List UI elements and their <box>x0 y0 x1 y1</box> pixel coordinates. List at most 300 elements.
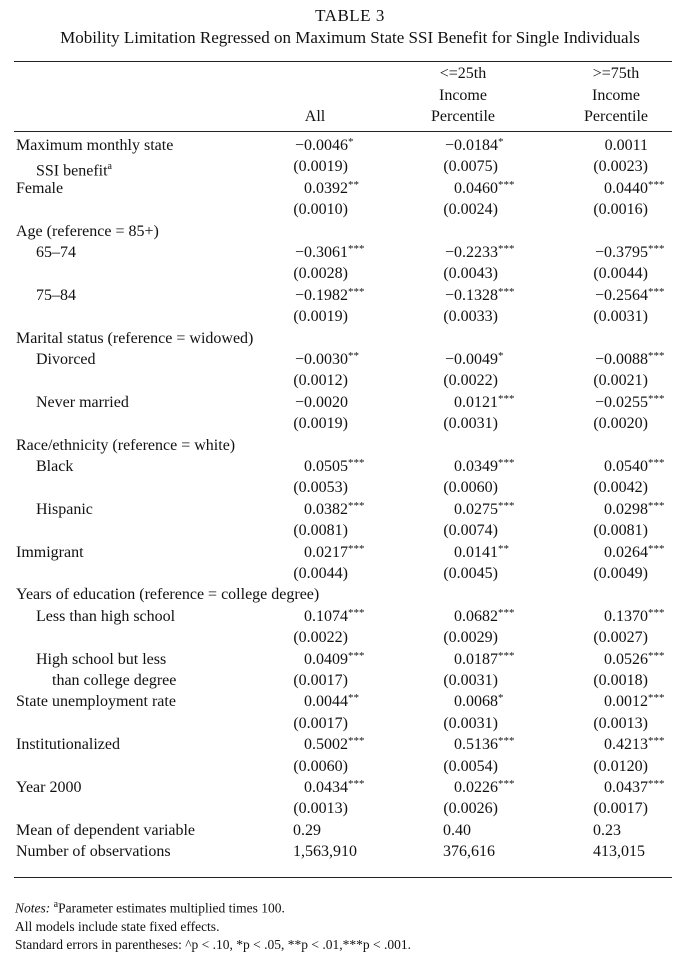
cell-value: (0.0016) <box>593 201 648 219</box>
cell-value: −0.0046 <box>294 137 348 154</box>
table-row <box>0 691 700 712</box>
row-label <box>36 499 93 520</box>
cell-value: (0.0044) <box>293 565 348 582</box>
cell-value: −0.3061 <box>294 244 348 261</box>
cell-value: (0.0021) <box>593 372 648 390</box>
table-row <box>0 392 700 413</box>
significance-stars: *** <box>648 178 665 191</box>
column-header-all <box>268 106 362 128</box>
cell-value: (0.0019) <box>293 158 348 176</box>
cell-value: (0.0013) <box>293 800 348 818</box>
table-row <box>0 263 700 284</box>
significance-stars: *** <box>348 457 365 469</box>
cell-value: 0.5136 <box>454 736 498 754</box>
table-cell <box>268 820 362 841</box>
column-header-line: >=75th <box>592 65 640 82</box>
cell-value: 0.0044 <box>304 693 348 711</box>
cell-value: 0.29 <box>293 821 321 839</box>
table-cell <box>568 263 672 284</box>
significance-stars: *** <box>348 499 365 512</box>
table-cell <box>568 456 672 477</box>
table-cell <box>568 756 672 777</box>
table-cell <box>568 691 672 712</box>
cell-value: 0.0505 <box>304 458 348 475</box>
table-cell <box>418 713 514 734</box>
table-cell <box>418 477 514 498</box>
row-label-text: Year 2000 <box>16 779 82 796</box>
row-label <box>16 734 120 755</box>
table-cell <box>568 841 672 862</box>
table-cell <box>418 263 514 284</box>
table-cell <box>568 413 672 434</box>
row-label <box>16 178 63 199</box>
cell-value: −0.2564 <box>594 286 648 304</box>
table-cell <box>268 242 365 263</box>
table-cell <box>418 221 514 242</box>
table-cell <box>418 627 514 648</box>
table-cell <box>268 199 362 220</box>
table-cell <box>268 370 362 391</box>
top-rule <box>14 61 672 62</box>
table-cell <box>568 542 672 563</box>
table-cell <box>418 306 514 327</box>
cell-value: (0.0044) <box>593 265 648 283</box>
row-label <box>16 777 81 798</box>
table-cell <box>268 777 365 798</box>
cell-value: 0.0068 <box>454 693 498 711</box>
significance-stars: *** <box>498 392 515 405</box>
table-cell <box>268 841 362 862</box>
cell-value: 0.40 <box>443 821 471 839</box>
cell-value: (0.0042) <box>593 479 648 497</box>
row-label <box>16 820 195 841</box>
table-cell <box>568 606 672 627</box>
significance-stars: *** <box>498 735 515 748</box>
cell-value: 376,616 <box>443 843 495 861</box>
table-cell <box>568 798 672 819</box>
table-cell <box>268 285 365 306</box>
cell-value: (0.0012) <box>293 372 348 390</box>
cell-value: (0.0010) <box>293 201 348 219</box>
column-header-high-income <box>560 63 672 128</box>
row-label-text: Hispanic <box>36 500 93 518</box>
row-label-text: 65–74 <box>36 244 76 261</box>
table-row <box>0 841 700 862</box>
table-row <box>0 756 700 777</box>
table-cell <box>418 691 514 712</box>
table-row <box>0 584 700 605</box>
table-row <box>0 156 700 180</box>
row-label-text: Black <box>36 458 74 475</box>
cell-value: 0.0275 <box>454 500 498 518</box>
significance-stars: *** <box>348 735 365 748</box>
significance-stars: *** <box>498 649 515 662</box>
table-cell <box>418 456 514 477</box>
significance-stars: *** <box>498 285 515 298</box>
notes-line-1 <box>15 896 411 918</box>
table-cell <box>268 734 365 755</box>
row-label-text: Marital status (reference = widowed) <box>16 329 254 347</box>
table-cell <box>418 542 514 563</box>
cell-value: (0.0019) <box>293 415 348 433</box>
table-cell <box>268 563 362 584</box>
significance-stars: ** <box>348 692 359 705</box>
cell-value: (0.0120) <box>593 757 648 775</box>
cell-value: (0.0031) <box>443 415 498 433</box>
table-cell <box>268 756 362 777</box>
cell-value: 0.0382 <box>304 500 348 518</box>
cell-value: (0.0022) <box>443 372 498 390</box>
significance-stars: *** <box>348 542 365 555</box>
cell-value: 0.0682 <box>454 607 498 625</box>
cell-value: 0.0121 <box>454 393 498 411</box>
table-cell <box>568 777 672 798</box>
table-cell <box>568 435 672 456</box>
significance-stars: *** <box>648 606 665 619</box>
table-cell <box>418 370 514 391</box>
row-label <box>16 435 235 456</box>
table-cell <box>268 713 362 734</box>
table-cell <box>418 734 514 755</box>
table-cell <box>568 349 672 370</box>
cell-value: 0.0187 <box>454 650 498 668</box>
table-row <box>0 328 700 349</box>
table-cell <box>268 499 365 520</box>
cell-value: (0.0020) <box>593 415 648 433</box>
table-cell <box>268 328 362 349</box>
cell-value: (0.0060) <box>443 479 498 497</box>
cell-value: 0.0264 <box>604 543 648 561</box>
significance-stars: *** <box>498 243 515 255</box>
cell-value: 0.0440 <box>604 179 648 197</box>
cell-value: (0.0022) <box>293 629 348 647</box>
table-cell <box>418 563 514 584</box>
table-cell <box>568 563 672 584</box>
table-cell <box>568 221 672 242</box>
table-row <box>0 798 700 819</box>
table-cell <box>568 520 672 541</box>
significance-stars: *** <box>648 778 665 790</box>
cell-value: (0.0018) <box>593 672 648 689</box>
table-cell <box>418 756 514 777</box>
row-label-text: Number of observations <box>16 843 171 861</box>
cell-value: 0.0011 <box>604 137 648 154</box>
cell-value: (0.0028) <box>293 265 348 283</box>
row-label-text: SSI benefit <box>36 162 108 180</box>
cell-value: (0.0053) <box>293 479 348 497</box>
cell-value: 0.0460 <box>454 179 498 197</box>
table-row <box>0 178 700 199</box>
notes-text: Parameter estimates multiplied times 100. <box>58 900 285 916</box>
significance-stars: * <box>348 136 354 148</box>
row-label-text: State unemployment rate <box>16 693 176 711</box>
table-cell <box>268 691 362 712</box>
table-cell <box>568 135 672 156</box>
table-cell <box>268 649 365 670</box>
row-label <box>36 606 175 627</box>
table-row <box>0 670 700 691</box>
table-cell <box>268 221 362 242</box>
table-cell <box>418 242 514 263</box>
significance-stars: *** <box>648 243 665 255</box>
table-row <box>0 606 700 627</box>
table-row <box>0 820 700 841</box>
row-label-text: 75–84 <box>36 286 76 304</box>
cell-value: (0.0054) <box>443 757 498 775</box>
column-header-line: Percentile <box>431 108 495 125</box>
significance-stars: ** <box>348 350 359 362</box>
cell-value: (0.0017) <box>293 672 348 689</box>
row-label-text: Years of education (reference = college degree) <box>16 586 320 604</box>
table-cell <box>268 584 362 605</box>
table-row <box>0 477 700 498</box>
table-cell <box>568 649 672 670</box>
row-label-text: High school but less <box>36 650 167 668</box>
table-row <box>0 435 700 456</box>
cell-value: 1,563,910 <box>293 843 357 861</box>
cell-value: (0.0017) <box>593 800 648 818</box>
table-row <box>0 285 700 306</box>
table-cell <box>268 392 362 413</box>
column-header-line: Percentile <box>584 108 648 125</box>
cell-value: −0.0030 <box>294 351 348 368</box>
table-cell <box>418 670 514 691</box>
row-label-text: Mean of dependent variable <box>16 821 196 839</box>
row-label <box>36 392 129 413</box>
row-label-text: Age (reference = 85+) <box>16 222 159 240</box>
table-row <box>0 563 700 584</box>
row-label-text: Less than high school <box>36 607 176 625</box>
significance-stars: *** <box>498 457 515 469</box>
row-label <box>16 135 173 156</box>
table-cell <box>568 820 672 841</box>
significance-stars: *** <box>348 778 365 790</box>
row-label-superscript: a <box>107 161 112 173</box>
table-cell <box>268 306 362 327</box>
table-row <box>0 413 700 434</box>
table-row <box>0 349 700 370</box>
row-label <box>16 328 253 349</box>
cell-value: 0.0217 <box>304 543 348 561</box>
significance-stars: *** <box>648 392 665 405</box>
table-cell <box>418 349 514 370</box>
row-label <box>36 649 166 670</box>
table-cell <box>268 435 362 456</box>
notes-line-2: All models include state fixed effects. <box>15 918 220 934</box>
table-row <box>0 499 700 520</box>
significance-stars: *** <box>498 178 515 191</box>
significance-stars: *** <box>348 606 365 619</box>
table-cell <box>418 520 514 541</box>
significance-stars: *** <box>498 606 515 619</box>
cell-value: −0.0088 <box>594 351 648 368</box>
row-label <box>36 242 76 263</box>
cell-value: (0.0029) <box>443 629 498 647</box>
table-cell <box>418 156 514 177</box>
cell-value: 0.4213 <box>604 736 648 754</box>
table-title: Mobility Limitation Regressed on Maximum State SSI Benefit for Single Individuals <box>60 28 640 47</box>
significance-stars: * <box>498 692 504 705</box>
table-cell <box>268 456 365 477</box>
cell-value: 0.0392 <box>304 179 348 197</box>
table-cell <box>418 328 514 349</box>
table-cell <box>268 542 365 563</box>
table-number: TABLE 3 <box>315 6 385 25</box>
cell-value: (0.0023) <box>593 158 648 176</box>
row-label <box>36 285 76 306</box>
cell-value: 0.5002 <box>304 736 348 754</box>
significance-stars: *** <box>348 285 365 298</box>
table-cell <box>568 306 672 327</box>
significance-stars: ** <box>498 542 509 555</box>
table-row <box>0 242 700 263</box>
cell-value: −0.0049 <box>444 351 498 368</box>
cell-value: −0.0020 <box>294 393 348 411</box>
row-label-text: Divorced <box>36 351 96 368</box>
row-label <box>16 691 176 712</box>
significance-stars: *** <box>648 350 665 362</box>
table-row <box>0 777 700 798</box>
significance-stars: *** <box>648 649 665 662</box>
bottom-rule <box>14 877 672 878</box>
cell-value: (0.0060) <box>293 757 348 775</box>
cell-value: (0.0074) <box>443 522 498 540</box>
cell-value: −0.0255 <box>594 393 648 411</box>
cell-value: (0.0027) <box>593 629 648 647</box>
table-cell <box>568 328 672 349</box>
table-row <box>0 649 700 670</box>
cell-value: (0.0045) <box>443 565 498 582</box>
table-cell <box>268 135 362 156</box>
cell-value: (0.0081) <box>293 522 348 540</box>
table-row <box>0 542 700 563</box>
cell-value: (0.0026) <box>443 800 498 818</box>
significance-stars: *** <box>648 457 665 469</box>
cell-value: 0.1074 <box>304 607 348 625</box>
notes-label: Notes: <box>15 900 51 916</box>
table-cell <box>568 734 672 755</box>
table-cell <box>418 777 514 798</box>
table-cell <box>568 627 672 648</box>
table-cell <box>268 178 362 199</box>
column-header-line: Income <box>592 86 640 104</box>
row-label-text: Immigrant <box>16 543 84 561</box>
header-rule <box>14 131 672 132</box>
cell-value: 0.0434 <box>304 779 348 796</box>
cell-value: 0.0526 <box>604 650 648 668</box>
table-cell <box>418 606 514 627</box>
notes-line-3: Standard errors in parentheses: ^p < .10, *p < .05, **p < .01,***p < .001. <box>15 936 411 952</box>
cell-value: 413,015 <box>593 843 645 861</box>
table-cell <box>268 798 362 819</box>
table-cell <box>568 156 672 177</box>
significance-stars: ** <box>348 178 359 191</box>
cell-value: 0.0298 <box>604 500 648 518</box>
row-label-text: Institutionalized <box>16 736 120 754</box>
table-cell <box>268 156 362 177</box>
table-row <box>0 199 700 220</box>
table-cell <box>568 670 672 691</box>
table-cell <box>418 199 514 220</box>
table-cell <box>568 584 672 605</box>
table-notes <box>15 896 411 954</box>
cell-value: (0.0024) <box>443 201 498 219</box>
table-row <box>0 221 700 242</box>
cell-value: 0.0349 <box>454 458 498 475</box>
table-cell <box>418 178 514 199</box>
table-row <box>0 135 700 156</box>
row-label <box>16 221 159 242</box>
table-cell <box>268 520 362 541</box>
table-cell <box>418 649 514 670</box>
table-cell <box>268 627 362 648</box>
row-label <box>16 542 84 563</box>
table-cell <box>418 413 514 434</box>
cell-value: 0.0226 <box>454 779 498 796</box>
cell-value: −0.3795 <box>594 244 648 261</box>
column-header-line: Income <box>439 86 487 104</box>
cell-value: −0.0184 <box>444 137 498 154</box>
cell-value: (0.0031) <box>443 714 498 732</box>
cell-value: (0.0043) <box>443 265 498 283</box>
significance-stars: *** <box>648 542 665 555</box>
cell-value: −0.1328 <box>444 286 498 304</box>
table-cell <box>418 285 514 306</box>
table-cell <box>418 499 514 520</box>
table-cell <box>418 841 514 862</box>
cell-value: 0.0409 <box>304 650 348 668</box>
table-row <box>0 520 700 541</box>
row-label <box>52 670 176 691</box>
table-row <box>0 713 700 734</box>
column-header-low-income <box>408 63 518 128</box>
cell-value: 0.0141 <box>454 543 498 561</box>
table-cell <box>268 263 362 284</box>
cell-value: (0.0017) <box>293 714 348 732</box>
significance-stars: *** <box>498 778 515 790</box>
table-row <box>0 734 700 755</box>
column-header-line: <=25th <box>439 65 487 82</box>
table-cell <box>268 477 362 498</box>
cell-value: (0.0031) <box>443 672 498 689</box>
row-label-text: Maximum monthly state <box>16 137 174 154</box>
cell-value: (0.0049) <box>593 565 648 582</box>
significance-stars: *** <box>348 243 365 255</box>
significance-stars: * <box>498 136 504 148</box>
row-label <box>36 349 96 370</box>
cell-value: 0.1370 <box>604 607 648 625</box>
significance-stars: *** <box>648 285 665 298</box>
table-cell <box>568 199 672 220</box>
cell-value: 0.0012 <box>604 693 648 711</box>
row-label-text: Female <box>16 179 64 197</box>
significance-stars: *** <box>648 735 665 748</box>
row-label-text: Never married <box>36 393 129 411</box>
table-row <box>0 456 700 477</box>
table-cell <box>418 435 514 456</box>
table-cell <box>418 584 514 605</box>
table-cell <box>568 242 672 263</box>
cell-value: (0.0013) <box>593 714 648 732</box>
table-cell <box>418 820 514 841</box>
significance-stars: * <box>498 350 504 362</box>
table-cell <box>268 606 365 627</box>
notes-superscript: a <box>53 899 59 910</box>
cell-value: (0.0075) <box>443 158 498 176</box>
row-label <box>36 456 73 477</box>
significance-stars: *** <box>498 499 515 512</box>
table-cell <box>268 670 362 691</box>
